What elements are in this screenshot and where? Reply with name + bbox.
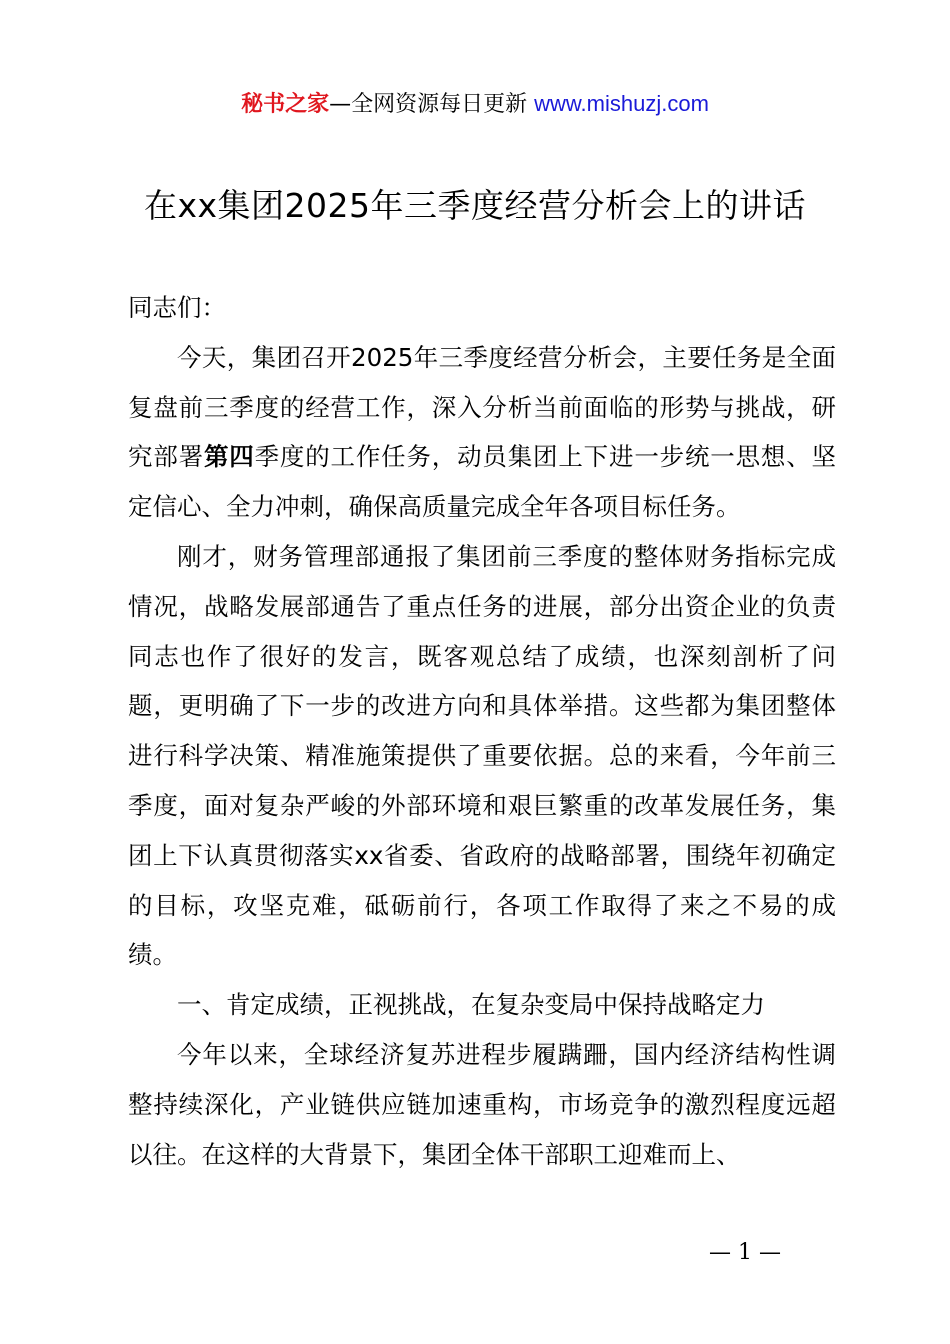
paragraph-1 xyxy=(128,333,836,532)
paragraph-1-part-b: 季度的工作任务，动员集团上下进一步统一思想、坚定信心、全力冲刺，确保高质量完成全年各项目标任务。 xyxy=(128,442,837,522)
paragraph-3: 今年以来，全球经济复苏进程步履蹒跚，国内经济结构性调整持续深化，产业链供应链加速重构，市场竞争的激烈程度远超以往。在这样的大背景下，集团全体干部职工迎难而上、 xyxy=(128,1039,836,1169)
site-header xyxy=(0,88,950,121)
paragraph-2: 刚才，财务管理部通报了集团前三季度的整体财务指标完成情况，战略发展部通告了重点任务的进展，部分出资企业的负责同志也作了很好的发言，既客观总结了成绩，也深刻剖析了问题，更明确了下一步的改进方向和具体举措。这些都为集团整体进行科学决策、精准施策提供了重要依据。总的来看，今年前三季度，面对复杂严峻的外部环境和艰巨繁重的改革发展任务，集团上下认真贯彻落实xx省委、省政府的战略部署，围绕年初确定的目标，攻坚克难，砥砺前行，各项工作取得了来之不易的成绩。 xyxy=(128,541,836,970)
document-title: 在xx集团2025年三季度经营分析会上的讲话 xyxy=(143,186,807,225)
site-url-link[interactable]: www.mishuzj.com xyxy=(534,91,709,116)
document-body xyxy=(128,283,836,1179)
section-heading-1: 一、肯定成绩，正视挑战，在复杂变局中保持战略定力 xyxy=(177,990,765,1020)
brand-name: 秘书之家 xyxy=(241,92,330,117)
page-number: — 1 — xyxy=(709,1240,781,1265)
header-tagline: —全网资源每日更新 xyxy=(329,92,535,117)
salutation: 同志们： xyxy=(128,293,226,322)
paragraph-1-part-a: 今天，集团召开2025年三季度经营分析会，主要任务是全面复盘前三季度的经营工作，深入分析当前面临的形势与挑战，研究部署 xyxy=(128,342,836,472)
paragraph-1-bold: 第四 xyxy=(203,442,255,472)
